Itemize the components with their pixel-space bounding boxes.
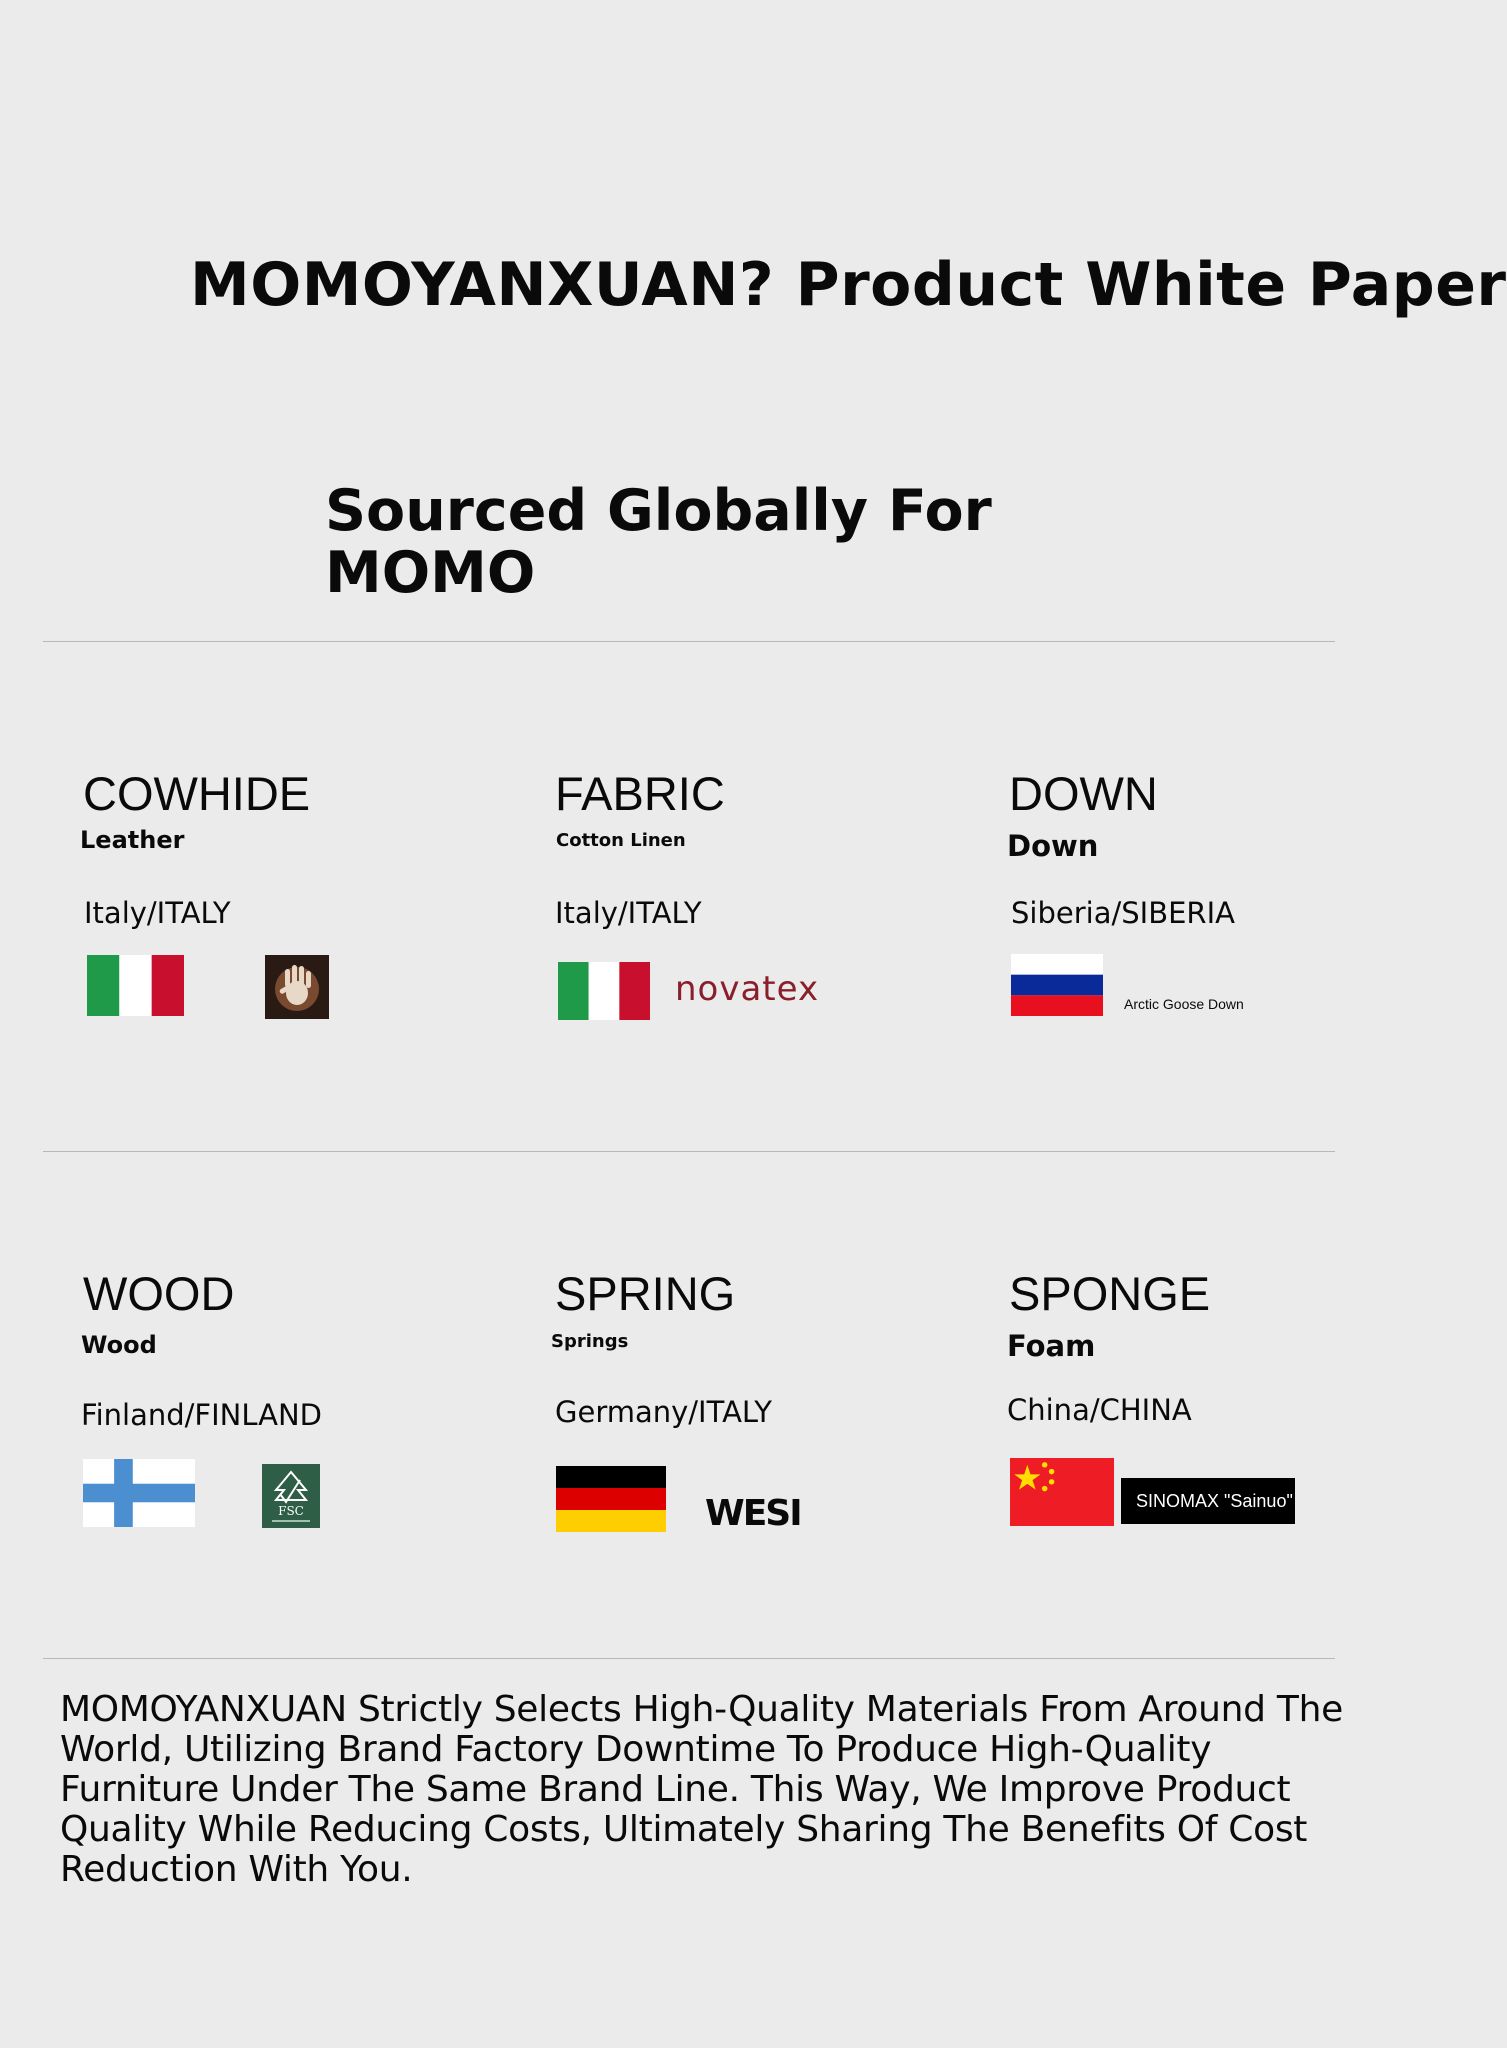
- material-origin: Germany/ITALY: [555, 1395, 772, 1429]
- page-title: MOMOYANXUAN? Product White Paper: [190, 250, 1507, 320]
- handprint-logo-icon: [265, 955, 329, 1019]
- material-name: SPONGE: [1009, 1267, 1211, 1320]
- russia-flag-icon: [1011, 954, 1103, 1016]
- divider: [43, 1151, 1335, 1152]
- material-origin: Siberia/SIBERIA: [1011, 896, 1235, 930]
- china-flag-icon: [1010, 1458, 1114, 1526]
- material-subname: Foam: [1007, 1329, 1096, 1363]
- material-subname: Wood: [81, 1331, 157, 1359]
- section-subtitle: Sourced Globally For MOMO: [325, 478, 992, 606]
- material-name: SPRING: [555, 1267, 736, 1320]
- material-name: FABRIC: [555, 767, 725, 820]
- sinomax-logo: SINOMAX "Sainuo": [1121, 1478, 1295, 1524]
- material-origin: Finland/FINLAND: [81, 1398, 323, 1432]
- material-subname: Cotton Linen: [556, 830, 686, 851]
- material-name: WOOD: [83, 1267, 235, 1320]
- material-origin: Italy/ITALY: [555, 896, 702, 930]
- germany-flag-icon: [556, 1466, 666, 1532]
- footer-description: MOMOYANXUAN Strictly Selects High-Quality Materials From Around The World, Utilizing Brand Factory Downtime To Produce High-Quality Furniture Under The Same Brand Line. This Way, We Improve Product Quality While Reducing Costs, Ultimately Sharing The Benefits Of Cost Reduction With You.: [60, 1689, 1343, 1890]
- material-subname: Down: [1007, 829, 1099, 863]
- material-subname: Springs: [551, 1331, 629, 1352]
- wesi-logo: WESI: [705, 1493, 801, 1534]
- fsc-logo-icon: [262, 1464, 320, 1528]
- material-origin: Italy/ITALY: [84, 896, 231, 930]
- divider: [43, 641, 1335, 642]
- finland-flag-icon: [83, 1459, 195, 1527]
- svg-text:FSC: FSC: [278, 1504, 304, 1518]
- material-name: COWHIDE: [83, 767, 311, 820]
- divider: [43, 1658, 1335, 1659]
- material-origin: China/CHINA: [1007, 1393, 1192, 1427]
- material-name: DOWN: [1009, 767, 1158, 820]
- novatex-logo: novatex: [675, 969, 820, 1009]
- material-subname: Leather: [80, 826, 185, 854]
- arctic-goose-down-label: Arctic Goose Down: [1124, 996, 1244, 1012]
- italy-flag-icon: [87, 955, 184, 1016]
- italy-flag-icon: [558, 962, 650, 1020]
